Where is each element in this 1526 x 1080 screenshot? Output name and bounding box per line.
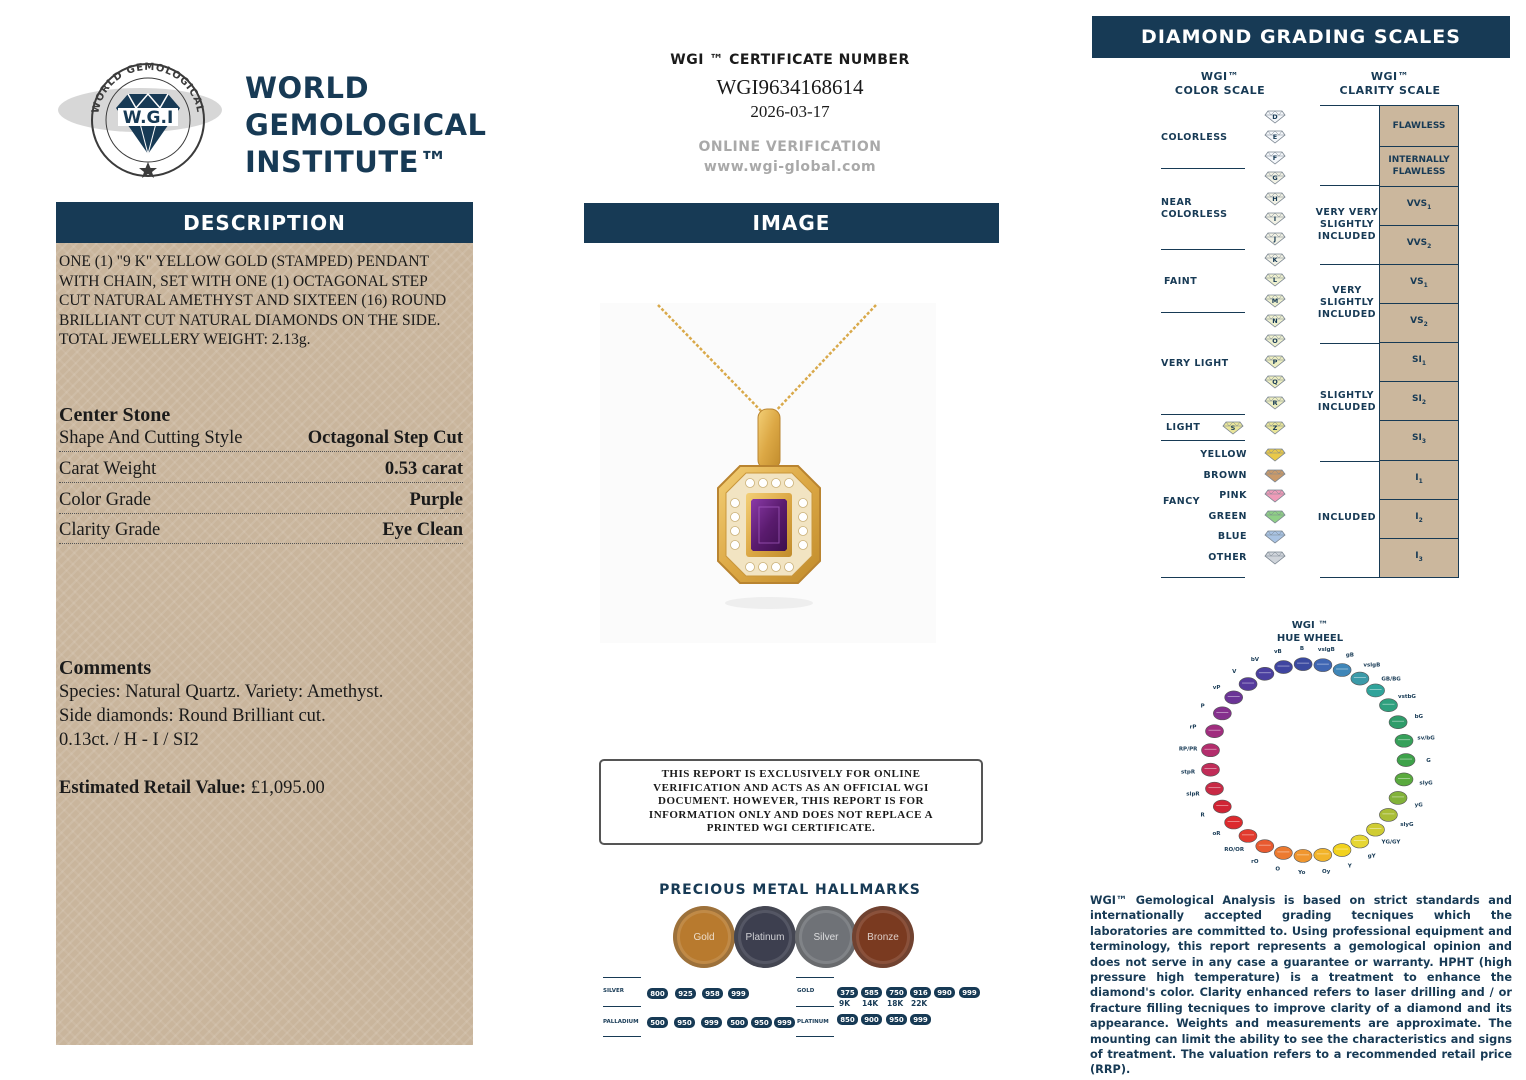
svg-text:P: P <box>1272 357 1278 366</box>
hue-code-label: Y <box>1347 863 1352 870</box>
svg-text:D: D <box>1272 113 1278 121</box>
color-grade-e-icon <box>1264 130 1284 143</box>
color-grade-n-icon <box>1264 314 1284 327</box>
hue-gem-icon <box>1202 744 1220 757</box>
hue-code-label: sv/bG <box>1417 735 1435 742</box>
platinum-mark: 950 <box>886 1014 907 1025</box>
hue-code-label: yG <box>1414 802 1423 809</box>
gold-mark: 916 <box>910 987 931 998</box>
hue-code-label: G <box>1426 758 1431 765</box>
clarity-grade-column <box>1379 105 1459 578</box>
fancy-color-label: GREEN <box>1208 511 1247 522</box>
hue-gem-icon <box>1397 754 1415 767</box>
hue-gem-icon <box>1379 808 1397 821</box>
clarity-grade-cell: $VVS_1$ <box>1406 198 1432 211</box>
center-stone-heading: Center Stone <box>59 404 171 426</box>
hue-gem-icon <box>1239 829 1257 842</box>
color-grade-g-icon <box>1264 171 1284 184</box>
hue-code-label: GB/BG <box>1381 676 1401 683</box>
platinum-mark: 900 <box>861 1014 882 1025</box>
hue-gem-icon <box>1314 659 1332 672</box>
fancy-color-label: OTHER <box>1208 552 1247 563</box>
hue-gem-icon <box>1366 823 1384 836</box>
gold-mark: 750 <box>886 987 907 998</box>
palladium-mark: 999 <box>774 1017 795 1028</box>
clarity-group-label: VERY SLIGHTLY INCLUDED <box>1317 285 1377 320</box>
hue-gem-icon <box>1351 672 1369 685</box>
color-group-label: NEAR COLORLESS <box>1161 197 1228 220</box>
color-scale-title: WGI™ COLOR SCALE <box>1174 70 1266 97</box>
hallmarks-title: PRECIOUS METAL HALLMARKS <box>659 882 921 898</box>
seal-ring-text: WORLD GEMOLOGICAL <box>90 61 206 115</box>
clarity-grade-cell: $I_3$ <box>1415 550 1423 563</box>
clarity-group-label: VERY VERY SLIGHTLY INCLUDED <box>1315 207 1379 242</box>
clarity-grade-cell: $VVS_2$ <box>1406 237 1432 250</box>
karat-label: 22K <box>911 999 928 1008</box>
pendant-photo <box>600 303 936 643</box>
description-text: ONE (1) "9 K" YELLOW GOLD (STAMPED) PENDANT WITH CHAIN, SET WITH ONE (1) OCTAGONAL STEP CUT NATURAL AMETHYST AND SIXTEEN (16) ROUND BRILLIANT CUT NATURAL DIAMONDS ON THE SIDE. TOTAL JEWELLERY WEIGHT: 2.13g. <box>59 253 447 348</box>
hue-gem-icon <box>1205 782 1223 795</box>
clarity-grade-cell: FLAWLESS <box>1392 121 1446 131</box>
color-grade-d-icon <box>1264 110 1284 123</box>
hue-code-label: rO <box>1251 858 1259 865</box>
palladium-mark: 950 <box>751 1017 772 1028</box>
divider <box>796 977 834 978</box>
color-grade-z-icon <box>1264 421 1284 434</box>
gold-mark: 999 <box>959 987 980 998</box>
hue-code-label: oR <box>1212 831 1221 838</box>
spec-value: Purple <box>409 490 463 510</box>
svg-text:N: N <box>1272 317 1278 325</box>
comment-line: Species: Natural Quartz. Variety: Amethyst. <box>59 682 384 702</box>
color-group-label: VERY LIGHT <box>1161 358 1229 369</box>
hue-code-label: YG/GY <box>1381 839 1401 846</box>
certificate-number: WGI9634168614 <box>716 75 864 99</box>
color-grade-p-icon <box>1264 355 1284 368</box>
hue-code-label: RP/PR <box>1178 746 1198 753</box>
divider <box>1320 105 1380 106</box>
platinum-label: PLATINUM <box>797 1019 829 1025</box>
hue-gem-icon <box>1206 725 1224 738</box>
clarity-group-label: INCLUDED <box>1317 512 1377 523</box>
svg-text:F: F <box>1272 153 1278 162</box>
fancy-color-label: YELLOW <box>1200 449 1247 460</box>
clarity-grade-cell: INTERNALLY FLAWLESS <box>1388 155 1450 177</box>
fancy-color-label: PINK <box>1219 490 1247 501</box>
comment-line: 0.13ct. / H - I / SI2 <box>59 730 199 750</box>
hue-code-label: stpR <box>1181 769 1196 776</box>
color-grade-r-icon <box>1264 396 1284 409</box>
online-verification-label: ONLINE VERIFICATION <box>698 139 882 155</box>
divider <box>603 1036 641 1037</box>
wgi-logo-seal <box>52 58 228 182</box>
gemological-analysis-note: WGI™ Gemological Analysis is based on strict standards and internationally accepted grading tecniques which the laboratories are committed to. Using professional equipment and terminology, this report represents a gemological opinion and does not serve in any case a guarantee or warranty. HPHT (high pressure high temperature) is a treatment to enhance the diamond's color. Clarity enhanced refers to laser drilling and / or fracture filling tecniques to improve clarity of a diamond and its appearance. Weights and measurements are approximate. The mounting can limit the ability to see the characteristics and signs of treatment. The valuation refers to a recommended retail price (RRP). <box>1090 894 1512 1077</box>
spec-label: Carat Weight <box>59 459 157 479</box>
spec-row-carat <box>59 459 463 483</box>
fancy-other-gem-icon <box>1264 551 1284 564</box>
hue-code-label: vP <box>1212 684 1221 691</box>
hue-gem-icon <box>1256 667 1274 680</box>
color-group-label: FANCY <box>1163 496 1201 507</box>
karat-label: 18K <box>887 999 904 1008</box>
divider <box>1320 185 1380 186</box>
color-grade-h-icon <box>1264 192 1284 205</box>
description-panel <box>56 243 473 1045</box>
svg-text:G: G <box>1272 174 1278 183</box>
hue-gem-icon <box>1201 763 1219 776</box>
hue-gem-icon <box>1395 734 1413 747</box>
fancy-pink-gem-icon <box>1264 489 1284 502</box>
color-group-label: COLORLESS <box>1161 132 1228 143</box>
spec-label: Shape And Cutting Style <box>59 428 243 448</box>
hue-gem-icon <box>1225 816 1243 829</box>
certificate-date: 2026-03-17 <box>750 102 830 121</box>
hue-code-label: V <box>1232 669 1237 676</box>
color-grade-k-icon <box>1264 253 1284 266</box>
gold-mark: 585 <box>861 987 882 998</box>
clarity-group-label: SLIGHTLY INCLUDED <box>1317 390 1377 413</box>
hue-code-label: Oy <box>1322 869 1331 875</box>
hue-code-label: B <box>1299 645 1305 652</box>
hue-code-label: R <box>1200 812 1205 819</box>
svg-text:Q: Q <box>1272 378 1278 387</box>
hue-gem-icon <box>1294 849 1312 862</box>
fancy-green-gem-icon <box>1264 510 1284 523</box>
hue-gem-icon <box>1379 699 1397 712</box>
divider <box>1320 577 1380 578</box>
hue-code-label: slyG <box>1400 822 1414 829</box>
hue-code-label: vstbG <box>1398 693 1416 700</box>
divider <box>1161 249 1245 250</box>
karat-label: 14K <box>862 999 879 1008</box>
svg-text:K: K <box>1272 255 1278 264</box>
svg-text:I: I <box>1273 215 1277 223</box>
hue-gem-icon <box>1274 846 1292 859</box>
comments-block <box>59 656 383 800</box>
palladium-mark: 500 <box>727 1017 748 1028</box>
clarity-grade-cell: $SI_3$ <box>1411 433 1427 445</box>
color-group-label: FAINT <box>1164 276 1198 287</box>
hue-gem-icon <box>1333 844 1351 857</box>
svg-text:J: J <box>1273 235 1277 244</box>
svg-text:H: H <box>1272 194 1278 203</box>
hue-wheel <box>1165 640 1455 875</box>
silver-mark: 999 <box>728 988 749 999</box>
spec-value: 0.53 carat <box>384 459 463 479</box>
fancy-color-label: BROWN <box>1203 470 1247 481</box>
color-grade-f-icon <box>1264 151 1284 164</box>
platinum-mark: 999 <box>910 1014 931 1025</box>
palladium-mark: 999 <box>701 1017 722 1028</box>
color-group-label: LIGHT <box>1166 422 1201 433</box>
hue-gem-icon <box>1389 716 1407 729</box>
certificate-number-label: WGI ™ CERTIFICATE NUMBER <box>670 52 910 68</box>
color-grade-i-icon <box>1264 212 1284 225</box>
gold-label: GOLD <box>797 988 815 994</box>
divider <box>1320 264 1380 265</box>
hue-gem-icon <box>1389 791 1407 804</box>
platinum-coin-icon: Platinum <box>734 906 796 968</box>
silver-coin-icon: Silver <box>795 906 857 968</box>
fancy-yellow-gem-icon <box>1264 448 1284 461</box>
gold-mark: 375 <box>837 987 858 998</box>
hue-gem-icon <box>1367 684 1385 697</box>
clarity-grade-cell: $SI_2$ <box>1411 393 1427 406</box>
hue-gem-icon <box>1351 835 1369 848</box>
hue-gem-icon <box>1213 707 1231 720</box>
hue-code-label: vslgB <box>1317 646 1335 653</box>
hue-gem-icon <box>1294 658 1312 671</box>
silver-label: SILVER <box>603 988 625 994</box>
spec-value: Octagonal Step Cut <box>307 428 463 448</box>
estimated-retail-value: Estimated Retail Value: £1,095.00 <box>59 778 325 798</box>
silver-mark: 925 <box>675 988 696 999</box>
svg-text:S: S <box>1230 424 1236 432</box>
description-header: DESCRIPTION <box>56 202 473 243</box>
color-grade-l-icon <box>1264 273 1284 286</box>
color-grade-s-icon <box>1222 421 1242 434</box>
divider <box>1161 577 1245 578</box>
svg-text:O: O <box>1272 337 1278 346</box>
clarity-grade-cell: $VS_2$ <box>1410 315 1428 328</box>
divider <box>603 1006 641 1007</box>
gold-mark: 990 <box>934 987 955 998</box>
spec-row-shape <box>59 428 463 452</box>
verification-url[interactable]: www.wgi-global.com <box>703 159 877 175</box>
spec-label: Color Grade <box>59 490 151 510</box>
hue-code-label: gB <box>1345 652 1355 659</box>
online-verification <box>600 137 980 177</box>
spec-label: Clarity Grade <box>59 520 161 540</box>
color-grade-j-icon <box>1264 232 1284 245</box>
spec-row-color <box>59 490 463 514</box>
clarity-grade-cell: $I_2$ <box>1415 511 1423 524</box>
hue-gem-icon <box>1239 678 1257 691</box>
palladium-mark: 950 <box>674 1017 695 1028</box>
hue-gem-icon <box>1395 773 1413 786</box>
clarity-grade-cell: $SI_1$ <box>1411 354 1427 367</box>
svg-text:L: L <box>1272 276 1278 285</box>
divider <box>1161 414 1245 415</box>
hue-gem-icon <box>1314 848 1332 861</box>
divider <box>796 1006 834 1007</box>
hue-gem-icon <box>1256 840 1274 853</box>
comment-line: Side diamonds: Round Brilliant cut. <box>59 706 326 726</box>
online-verification-notice: THIS REPORT IS EXCLUSIVELY FOR ONLINE VERIFICATION AND ACTS AS AN OFFICIAL WGI DOCUMENT. HOWEVER, THIS REPORT IS FOR INFORMATION ONLY AND DOES NOT REPLACE A PRINTED WGI CERTIFICATE. <box>599 759 983 845</box>
fancy-color-label: BLUE <box>1217 531 1247 542</box>
divider <box>1320 461 1380 462</box>
karat-label: 9K <box>839 999 851 1008</box>
hue-code-label: bV <box>1250 657 1260 664</box>
hue-code-label: Yo <box>1298 870 1306 875</box>
divider <box>603 977 641 978</box>
comments-heading: Comments <box>59 657 152 679</box>
hue-gem-icon <box>1274 661 1292 674</box>
hue-code-label: RO/OR <box>1224 846 1245 853</box>
svg-text:M: M <box>1271 296 1279 305</box>
divider <box>1161 312 1245 313</box>
hue-code-label: rP <box>1189 724 1197 731</box>
hue-code-label: slpR <box>1186 791 1200 798</box>
hue-gem-icon <box>1333 663 1351 676</box>
spec-value: Eye Clean <box>382 520 463 540</box>
hue-code-label: slyG <box>1419 780 1433 787</box>
hue-gem-icon <box>1213 800 1231 813</box>
divider <box>1320 343 1380 344</box>
bronze-coin-icon: Bronze <box>852 906 914 968</box>
silver-mark: 800 <box>647 988 668 999</box>
fancy-brown-gem-icon <box>1264 469 1284 482</box>
palladium-mark: 500 <box>647 1017 668 1028</box>
svg-text:Z: Z <box>1272 424 1278 432</box>
grading-scales-header: DIAMOND GRADING SCALES <box>1092 16 1510 58</box>
clarity-scale-title: WGI™ CLARITY SCALE <box>1339 70 1441 97</box>
svg-text:R: R <box>1272 398 1278 407</box>
hue-code-label: gY <box>1367 853 1376 860</box>
clarity-grade-cell: $I_1$ <box>1415 472 1423 485</box>
color-grade-o-icon <box>1264 334 1284 347</box>
gold-coin-icon: Gold <box>673 906 735 968</box>
color-grade-q-icon <box>1264 375 1284 388</box>
spec-row-clarity <box>59 520 463 544</box>
hue-code-label: vB <box>1273 649 1282 656</box>
clarity-grade-cell: $VS_1$ <box>1410 276 1428 289</box>
color-grade-m-icon <box>1264 294 1284 307</box>
hue-code-label: O <box>1275 866 1281 873</box>
palladium-label: PALLADIUM <box>603 1019 639 1025</box>
hue-gem-icon <box>1225 691 1243 704</box>
divider <box>796 1036 834 1037</box>
hue-wheel-title: WGI ™ HUE WHEEL <box>1276 620 1344 644</box>
divider <box>1161 168 1245 169</box>
hue-code-label: P <box>1200 703 1205 710</box>
hue-code-label: bG <box>1414 713 1424 720</box>
platinum-mark: 850 <box>837 1014 858 1025</box>
seal-abbr: W.G.I <box>122 108 174 128</box>
silver-mark: 958 <box>702 988 723 999</box>
image-header: IMAGE <box>584 203 999 243</box>
fancy-blue-gem-icon <box>1264 530 1284 543</box>
svg-text:E: E <box>1272 133 1278 142</box>
divider <box>1161 440 1245 441</box>
institute-name: WORLD GEMOLOGICAL INSTITUTE™ <box>245 71 487 179</box>
hue-code-label: vslgB <box>1363 662 1381 669</box>
